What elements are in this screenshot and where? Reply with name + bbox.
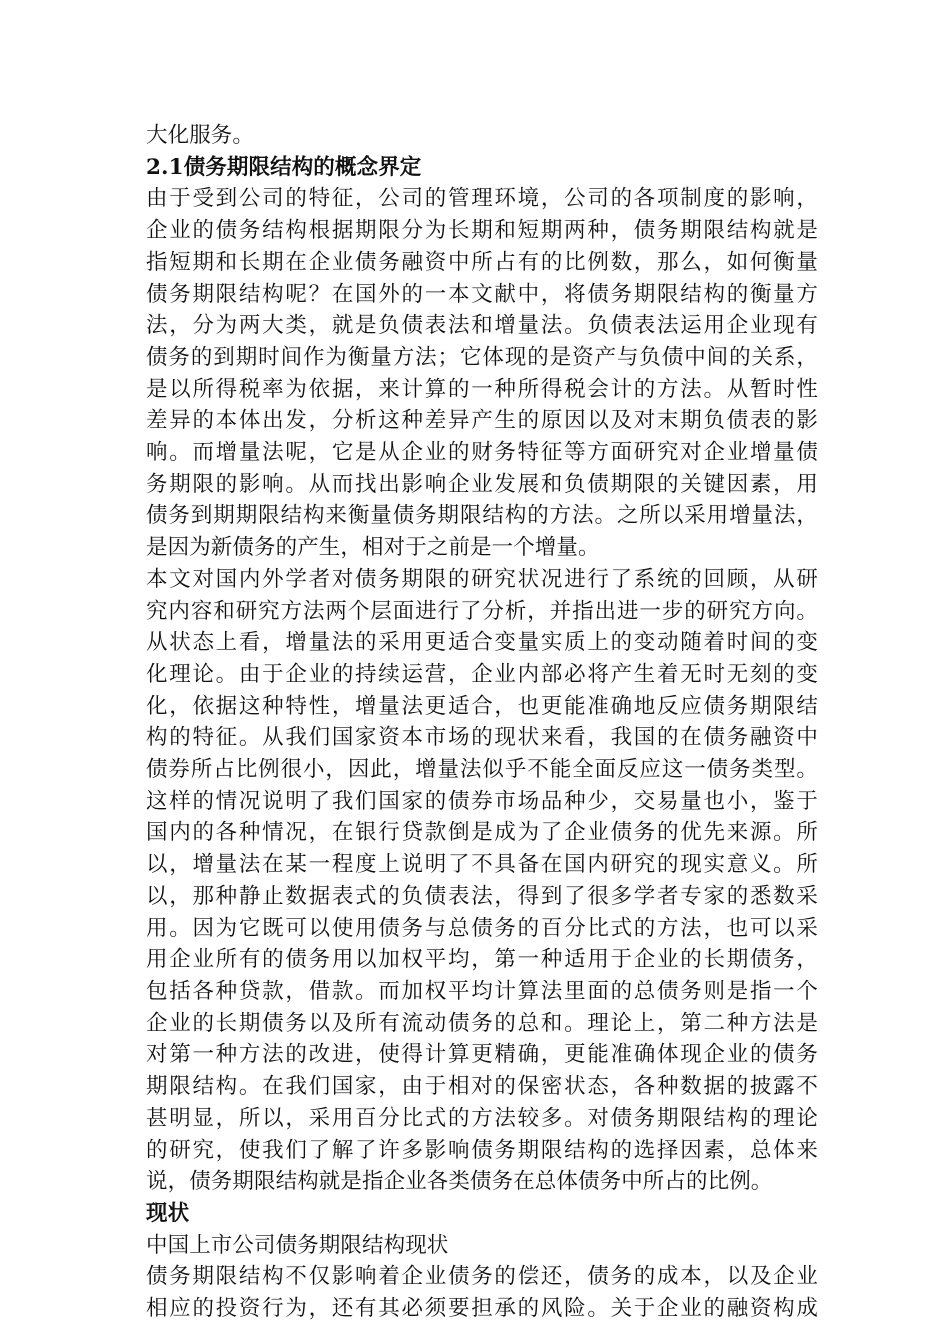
paragraph-1-line: 差异的本体出发，分析这种差异产生的原因以及对末期负债表的影	[146, 408, 818, 434]
paragraph-1-line: 由于受到公司的特征，公司的管理环境，公司的各项制度的影响，	[146, 186, 818, 212]
paragraph-1-line: 指短期和长期在企业债务融资中所占有的比例数，那么，如何衡量	[146, 249, 818, 275]
paragraph-2-line: 包括各种贷款，借款。而加权平均计算法里面的总债务则是指一个	[146, 978, 818, 1004]
paragraph-1-line: 企业的债务结构根据期限分为长期和短期两种，债务期限结构就是	[146, 218, 818, 244]
paragraph-1-line: 法，分为两大类，就是负债表法和增量法。负债表法运用企业现有	[146, 313, 818, 339]
paragraph-2-line: 以，增量法在某一程度上说明了不具备在国内研究的现实意义。所	[146, 852, 818, 878]
paragraph-1-line: 债务的到期时间作为衡量方法；它体现的是资产与负债中间的关系，	[146, 344, 818, 370]
paragraph-2-line: 究内容和研究方法两个层面进行了分析，并指出进一步的研究方向。	[146, 598, 818, 624]
paragraph-2-line: 甚明显，所以，采用百分比式的方法较多。对债务期限结构的理论	[146, 1105, 818, 1131]
paragraph-2	[146, 564, 818, 1198]
paragraph-1-line: 务期限的影响。从而找出影响企业发展和负债期限的关键因素，用	[146, 471, 818, 497]
paragraph-1-line: 响。而增量法呢，它是从企业的财务特征等方面研究对企业增量债	[146, 440, 818, 466]
paragraph-2-line: 从状态上看，增量法的采用更适合变量实质上的变动随着时间的变	[146, 630, 818, 656]
paragraph-2-line: 国内的各种情况，在银行贷款倒是成为了企业债务的优先来源。所	[146, 820, 818, 846]
paragraph-2-line: 债券所占比例很小，因此，增量法似乎不能全面反应这一债务类型。	[146, 757, 818, 783]
paragraph-2-line: 对第一种方法的改进，使得计算更精确，更能准确体现企业的债务	[146, 1042, 818, 1068]
paragraph-2-line: 这样的情况说明了我们国家的债券市场品种少，交易量也小，鉴于	[146, 788, 818, 814]
paragraph-2-line: 说，债务期限结构就是指企业各类债务在总体债务中所占的比例。	[146, 1169, 773, 1195]
paragraph-3-line: 相应的投资行为，还有其必须要担承的风险。关于企业的融资构成	[146, 1296, 818, 1322]
paragraph-2-line: 的研究，使我们了解了许多影响债务期限结构的选择因素，总体来	[146, 1137, 818, 1163]
status-heading: 现状	[146, 1200, 190, 1226]
paragraph-3-line: 债务期限结构不仅影响着企业债务的偿还，债务的成本，以及企业	[146, 1264, 818, 1290]
intro-tail-line: 大化服务。	[146, 123, 255, 148]
paragraph-2-line: 期限结构。在我们国家，由于相对的保密状态，各种数据的披露不	[146, 1074, 818, 1100]
paragraph-2-line: 本文对国内外学者对债务期限的研究状况进行了系统的回顾，从研	[146, 566, 818, 592]
paragraph-2-line: 化，依据这种特性，增量法更适合，也更能准确地反应债务期限结	[146, 693, 818, 719]
paragraph-1-line: 债务到期期限结构来衡量债务期限结构的方法。之所以采用增量法，	[146, 503, 818, 529]
document-page	[146, 120, 818, 1325]
paragraph-2-line: 用企业所有的债务用以加权平均，第一种适用于企业的长期债务，	[146, 947, 818, 973]
paragraph-1-line: 是以所得税率为依据，来计算的一种所得税会计的方法。从暂时性	[146, 376, 818, 402]
paragraph-1-line: 债务期限结构呢？在国外的一本文献中，将债务期限结构的衡量方	[146, 281, 818, 307]
paragraph-1	[146, 183, 818, 563]
paragraph-2-line: 化理论。由于企业的持续运营，企业内部必将产生着无时无刻的变	[146, 661, 818, 687]
paragraph-2-line: 构的特征。从我们国家资本市场的现状来看，我国的在债务融资中	[146, 725, 818, 751]
paragraph-2-line: 企业的长期债务以及所有流动债务的总和。理论上，第二种方法是	[146, 1010, 818, 1036]
paragraph-2-line: 用。因为它既可以使用债务与总债务的百分比式的方法，也可以采	[146, 915, 818, 941]
section-heading: 2.1债务期限结构的概念界定	[146, 154, 422, 180]
status-subheading: 中国上市公司债务期限结构现状	[146, 1232, 449, 1258]
paragraph-2-line: 以，那种静止数据表式的负债表法，得到了很多学者专家的悉数采	[146, 883, 818, 909]
paragraph-1-line: 是因为新债务的产生，相对于之前是一个增量。	[146, 535, 600, 561]
paragraph-3	[146, 1261, 818, 1324]
